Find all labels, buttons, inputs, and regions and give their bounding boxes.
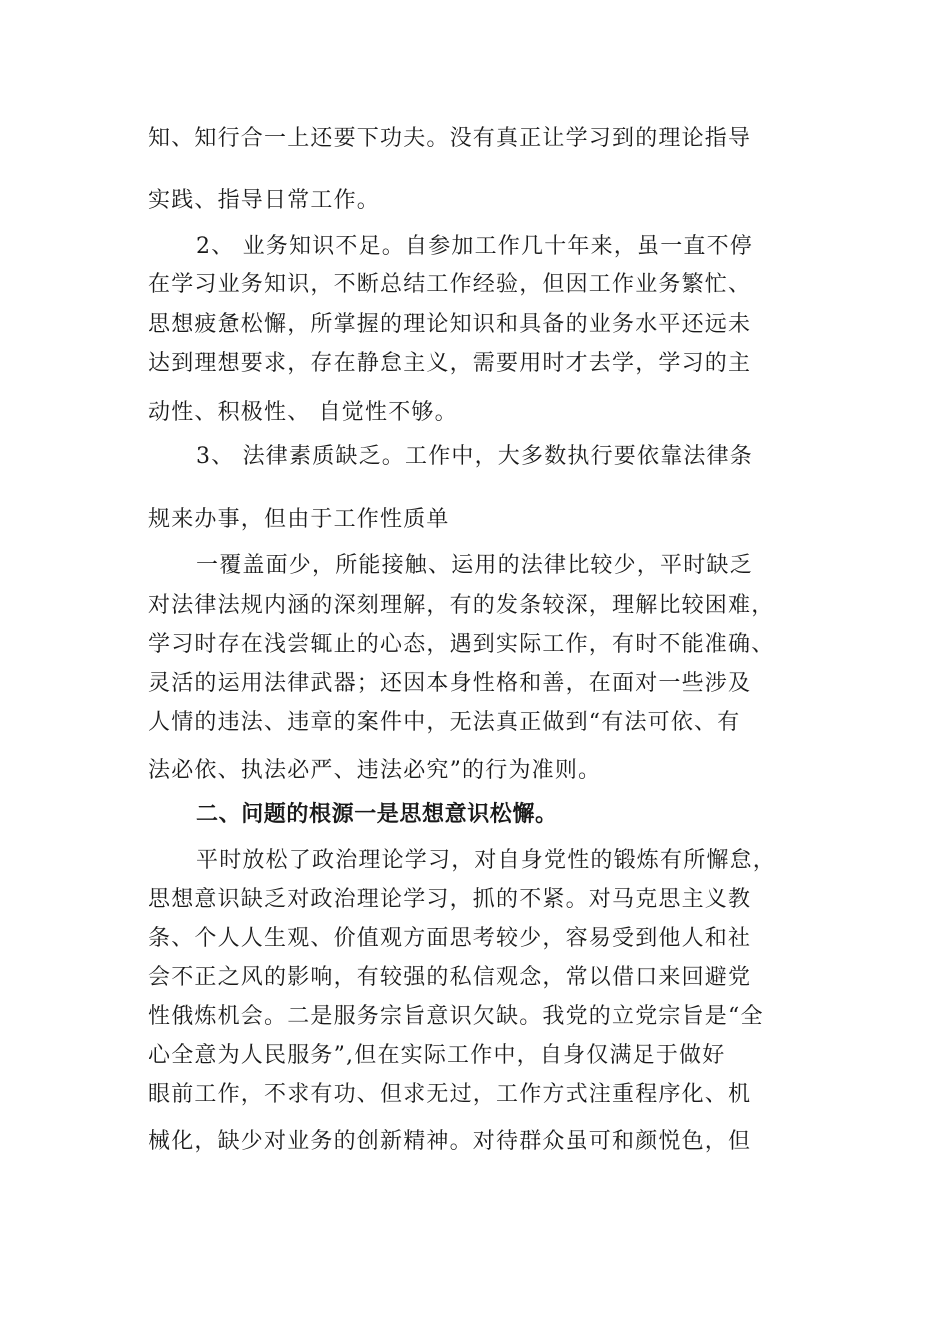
text-line: 灵活的运用法律武器；还因本身性格和善，在面对一些涉及 — [148, 671, 752, 696]
text-line: 规来办事，但由于工作性质单 — [148, 507, 450, 532]
text-line: 法必依、执法必严、违法必究”的行为准则。 — [148, 758, 602, 783]
text-line: 实践、指导日常工作。 — [148, 188, 381, 213]
text-line: 达到理想要求，存在静怠主义，需要用时才去学，学习的主 — [148, 351, 752, 376]
text-line: 心全意为人民服务”,但在实际工作中，自身仅满足于做好 — [148, 1043, 726, 1068]
text-line: 性俄炼机会。二是服务宗旨意识欠缺。我党的立党宗旨是“全 — [148, 1004, 764, 1029]
section-heading: 二、问题的根源一是思想意识松懈。 — [196, 802, 558, 827]
list-item-2-heading: 2、 业务知识不足。自参加工作几十年来，虽一直不停 — [196, 234, 753, 259]
text-line: 知、知行合一上还要下功夫。没有真正让学习到的理论指导 — [148, 126, 752, 151]
text-line: 在学习业务知识，不断总结工作经验，但因工作业务繁忙、 — [148, 272, 752, 297]
list-item-3-heading: 3、 法律素质缺乏。工作中，大多数执行要依靠法律条 — [196, 444, 753, 469]
text-line: 人情的违法、违章的案件中，无法真正做到“有法可依、有 — [148, 710, 741, 735]
text-line: 械化，缺少对业务的创新精神。对待群众虽可和颜悦色，但 — [148, 1129, 752, 1154]
text-line: 会不正之风的影响，有较强的私信观念，常以借口来回避党 — [148, 965, 752, 990]
text-line: 平时放松了政治理论学习，对自身党性的锻炼有所懈怠， — [196, 848, 777, 873]
text-line: 思想疲惫松懈，所掌握的理论知识和具备的业务水平还远未 — [148, 312, 752, 337]
text-line: 思想意识缺乏对政治理论学习，抓的不紧。对马克思主义教 — [148, 887, 752, 912]
text-line: 眼前工作，不求有功、但求无过，工作方式注重程序化、机 — [148, 1082, 752, 1107]
text-line: 一覆盖面少，所能接触、运用的法律比较少，平时缺乏 — [196, 553, 753, 578]
text-line: 条、个人人生观、价值观方面思考较少，容易受到他人和社 — [148, 926, 752, 951]
text-line: 对法律法规内涵的深刻理解，有的发条较深，理解比较困难， — [148, 593, 775, 618]
text-line: 学习时存在浅尝辄止的心态，遇到实际工作，有时不能准确、 — [148, 632, 775, 657]
text-line: 动性、积极性、 自觉性不够。 — [148, 400, 458, 425]
